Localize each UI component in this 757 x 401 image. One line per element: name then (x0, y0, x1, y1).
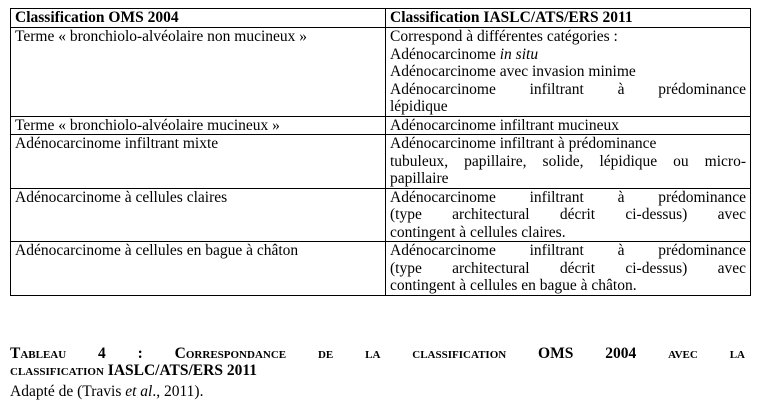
table-row (11, 188, 751, 242)
table-cell-oms: Adénocarcinome à cellules en bague à châton (11, 242, 386, 296)
cell-line: Adénocarcinome infiltrant à prédominance (390, 242, 746, 259)
cell-line: contingent à cellules claires. (390, 223, 566, 241)
cell-line: tubuleux, papillaire, solide, lépidique ou micro- (390, 152, 746, 170)
table-row (11, 116, 751, 135)
source-note (10, 383, 203, 400)
cell-line (390, 46, 746, 64)
cell-line: (type architectural décrit ci-dessus) avec (390, 259, 746, 277)
cell-line: (type architectural décrit ci-dessus) avec (390, 206, 746, 223)
table-caption (10, 345, 745, 379)
cell-line: contingent à cellules en bague à châton. (390, 277, 637, 294)
table-cell-oms: Terme « bronchiolo-alvéolaire non mucineux » (11, 28, 386, 117)
classification-table (10, 8, 751, 296)
caption-line: Tableau 4 : Correspondance de la classification OMS 2004 avec la (10, 345, 745, 362)
cell-line: lépidique (390, 98, 448, 115)
table-cell-iaslc (386, 135, 751, 189)
table-cell-oms: Terme « bronchiolo-alvéolaire mucineux » (11, 116, 386, 135)
table-header-row (11, 9, 751, 28)
table-row (11, 28, 751, 117)
table-cell-iaslc (386, 242, 751, 296)
cell-line: Correspond à différentes catégories : (390, 28, 618, 45)
table-row (11, 242, 751, 296)
cell-line: papillaire (390, 170, 449, 187)
source-text: ., 2011). (152, 383, 204, 400)
cell-text: Adénocarcinome (390, 45, 500, 63)
caption-line: classification IASLC/ATS/ERS 2011 (10, 362, 257, 379)
source-text: Adapté de (Travis (10, 383, 126, 400)
column-header-iaslc-2011: Classification IASLC/ATS/ERS 2011 (386, 9, 751, 28)
cell-italic-text: in situ (499, 45, 539, 63)
table-cell-iaslc: Adénocarcinome infiltrant mucineux (386, 116, 751, 135)
table-cell-iaslc (386, 188, 751, 242)
table-cell-iaslc (386, 28, 751, 117)
cell-line: Adénocarcinome infiltrant à prédominance (390, 135, 657, 152)
table-row (11, 135, 751, 189)
table-cell-oms: Adénocarcinome infiltrant mixte (11, 135, 386, 189)
cell-line: Adénocarcinome avec invasion minime (390, 63, 636, 80)
table-cell-oms: Adénocarcinome à cellules claires (11, 188, 386, 242)
cell-line: Adénocarcinome infiltrant à prédominance (390, 80, 746, 98)
source-italic-text: et al (125, 383, 153, 400)
cell-line: Adénocarcinome infiltrant à prédominance (390, 188, 746, 206)
column-header-oms-2004: Classification OMS 2004 (11, 9, 386, 28)
